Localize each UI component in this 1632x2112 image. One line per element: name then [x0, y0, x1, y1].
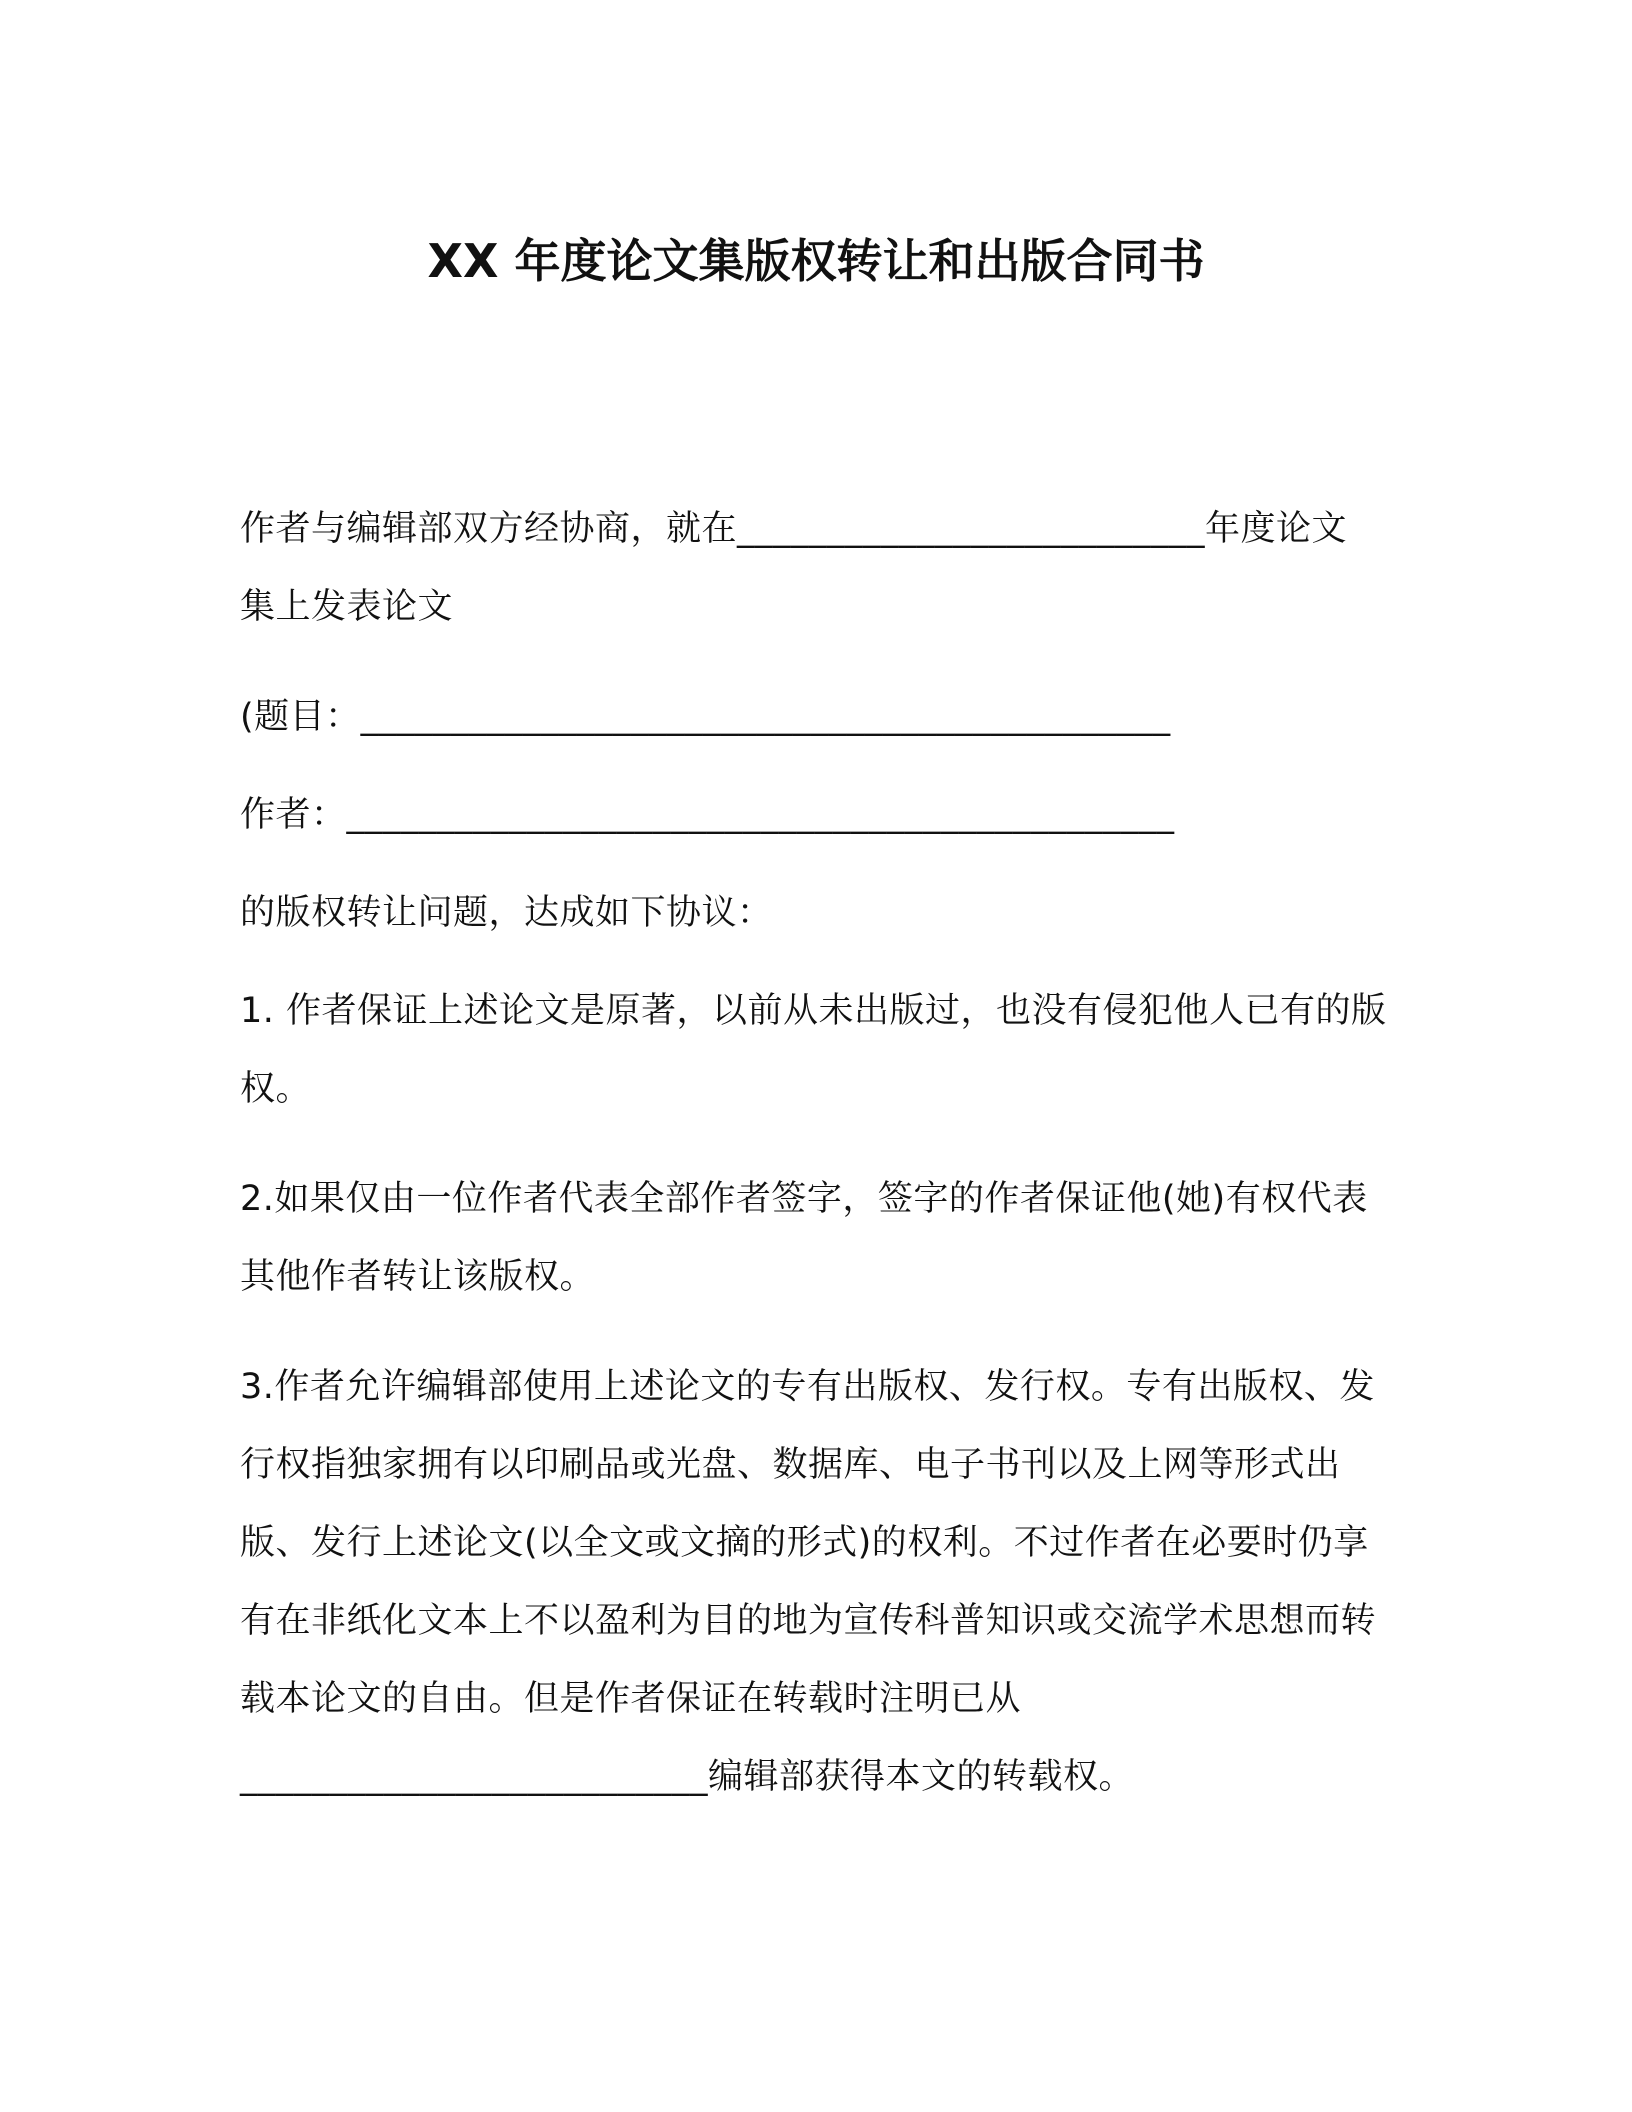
- topic-line: [240, 678, 1400, 756]
- document-body: [240, 490, 1400, 1848]
- clause-1: 1. 作者保证上述论文是原著，以前从未出版过，也没有侵犯他人已有的版权。: [240, 991, 1387, 1109]
- clause-2: 2.如果仅由一位作者代表全部作者签字，签字的作者保证他(她)有权代表其他作者转让该版权。: [240, 1179, 1368, 1297]
- clause-3: [240, 1348, 1400, 1816]
- author-blank: ______________________________________________: [346, 795, 1175, 835]
- intro-text-line2: 集上发表论文: [240, 587, 454, 627]
- document-title: XX 年度论文集版权转让和出版合同书: [427, 234, 1205, 288]
- author-line: [240, 776, 1400, 854]
- topic-label: (题目：: [240, 697, 361, 737]
- topic-blank: _____________________________________________: [360, 697, 1171, 737]
- editorial-blank: __________________________: [240, 1757, 708, 1797]
- agreement-line: 的版权转让问题，达成如下协议：: [240, 893, 773, 933]
- intro-paragraph: [240, 490, 1400, 646]
- clause-3-text: 3.作者允许编辑部使用上述论文的专有出版权、发行权。专有出版权、发行权指独家拥有以印刷品或光盘、数据库、电子书刊以及上网等形式出版、发行上述论文(以全文或文摘的形式)的权利。不过作者在必要时仍享有在非纸化文本上不以盈利为目的地为宣传科普知识或交流学术思想而转载本论文的自由。但是作者保证在转载时注明已从: [240, 1367, 1377, 1719]
- intro-text: 作者与编辑部双方经协商，就在: [240, 509, 738, 549]
- intro-text-end: 年度论文: [1205, 509, 1348, 549]
- year-blank: __________________________: [737, 509, 1206, 549]
- clause-3-end: 编辑部获得本文的转载权。: [708, 1757, 1135, 1797]
- author-label: 作者：: [240, 795, 347, 835]
